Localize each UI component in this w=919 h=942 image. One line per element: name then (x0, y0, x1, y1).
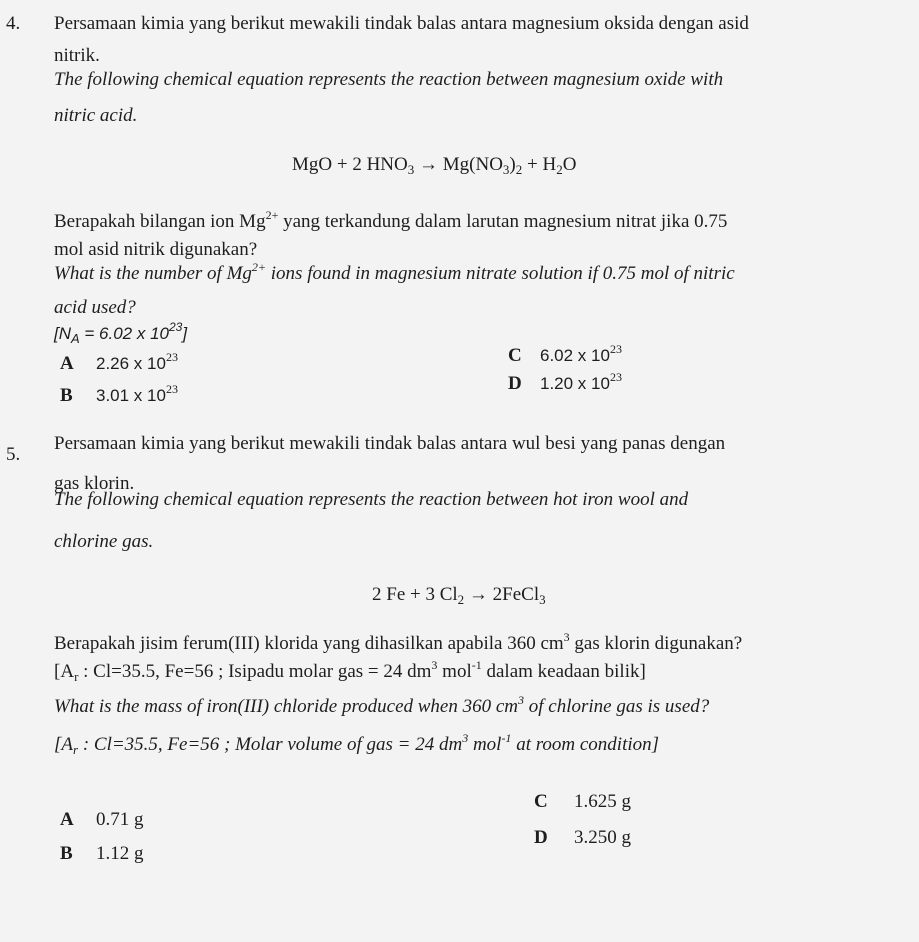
q4-option-b[interactable]: B 3.01 x $10^{23}$ (60, 382, 178, 406)
q5-english-line2: chlorine gas. (54, 531, 154, 552)
q4-english-question-line2: acid used? (54, 297, 136, 318)
q5-english-line1: The following chemical equation represents the reaction between hot iron wool and (54, 489, 689, 510)
q4-malay-question-line1: Berapakah bilangan ion $Mg^{2+}$ yang terkandung dalam larutan magnesium nitrat jika 0.75 (54, 208, 728, 232)
q5-chemical-equation: 2 Fe + 3 $Cl_2$ → 2FeCl$_3$ (372, 584, 546, 607)
q4-avogadro-constant: [$N_A = 6.02$ x $10^{23}$] (54, 320, 188, 346)
q4-option-c[interactable]: C 6.02 x $10^{23}$ (508, 342, 622, 366)
q5-option-c[interactable]: C 1.625 g (534, 791, 631, 812)
q4-malay-question-line2: mol asid nitrik digunakan? (54, 239, 258, 260)
q5-number: 5. (6, 444, 21, 465)
q4-option-d[interactable]: D 1.20 x $10^{23}$ (508, 370, 622, 394)
q5-english-question-line2: [$A_r$ : Cl=35.5, Fe=56 ; Molar volume of gas = 24 $dm^3$ mol$^{-1}$ at room condition] (54, 731, 660, 757)
q5-option-d[interactable]: D 3.250 g (534, 827, 631, 848)
q4-english-question-line1: What is the number of $Mg^{2+}$ ions found in magnesium nitrate solution if 0.75 mol of nitric (54, 260, 735, 284)
q5-malay-question-line1: Berapakah jisim ferum(III) klorida yang dihasilkan apabila 360 $cm^3$ gas klorin digunakan? (54, 630, 743, 654)
q5-malay-line1: Persamaan kimia yang berikut mewakili tindak balas antara wul besi yang panas dengan (54, 433, 726, 454)
q4-english-line2: nitric acid. (54, 105, 138, 126)
q4-malay-line2: nitrik. (54, 45, 100, 66)
q5-malay-line2: gas klorin. (54, 473, 135, 494)
q4-chemical-equation: MgO + 2 $HNO_3 \to Mg(NO_3)_2 + H_2O$ (292, 154, 577, 177)
q5-malay-question-line2: [$A_r$ : Cl=35.5, Fe=56 ; Isipadu molar gas = 24 $dm^3$ mol$^{-1}$ dalam keadaan bilik] (54, 658, 646, 684)
q4-option-a[interactable]: A 2.26 x $10^{23}$ (60, 350, 178, 374)
q5-option-a[interactable]: A 0.71 g (60, 809, 144, 830)
q5-option-b[interactable]: B 1.12 g (60, 843, 144, 864)
q4-number: 4. (6, 13, 21, 34)
q4-english-line1: The following chemical equation represents the reaction between magnesium oxide with (54, 69, 724, 90)
q4-malay-line1: Persamaan kimia yang berikut mewakili tindak balas antara magnesium oksida dengan asid (54, 13, 749, 34)
q5-english-question-line1: What is the mass of iron(III) chloride produced when 360 $cm^3$ of chlorine gas is used? (54, 693, 710, 717)
